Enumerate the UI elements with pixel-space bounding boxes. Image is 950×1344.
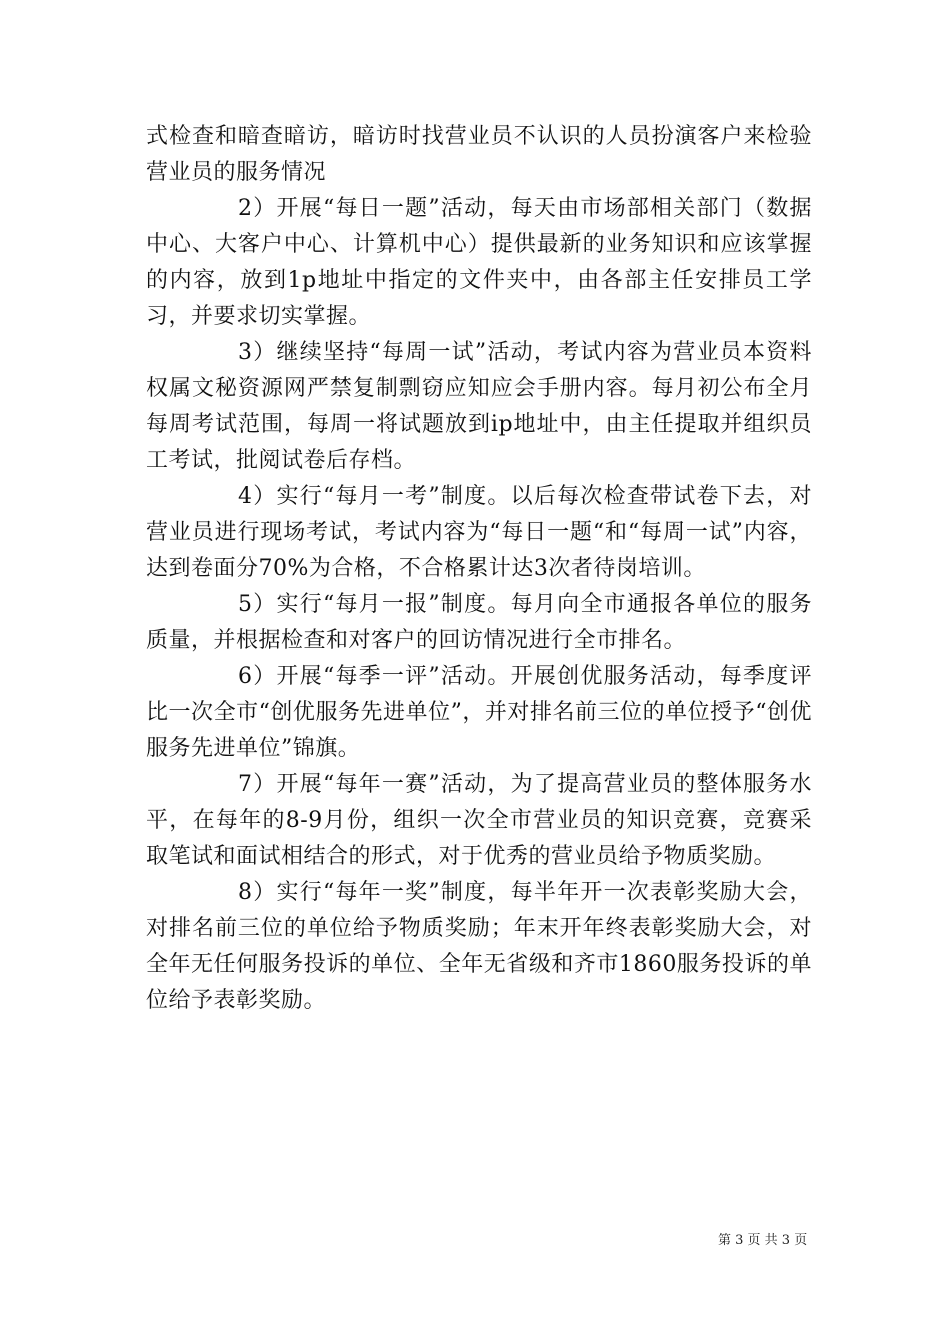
paragraph-item-6: 6）开展“每季一评”活动。开展创优服务活动，每季度评比一次全市“创优服务先进单位”，并对排名前三位的单位授予“创优服务先进单位”锦旗。 <box>146 664 812 761</box>
paragraph-item-3: 3）继续坚持“每周一试”活动，考试内容为营业员本资料权属文秘资源网严禁复制剽窃应知应会手册内容。每月初公布全月每周考试范围，每周一将试题放到ip地址中，由主任提取并组织员工考试，批阅试卷后存档。 <box>146 340 812 473</box>
document-body <box>146 119 812 1019</box>
paragraph-item-5: 5）实行“每月一报”制度。每月向全市通报各单位的服务质量，并根据检查和对客户的回访情况进行全市排名。 <box>146 592 812 653</box>
paragraph-continuation: 式检查和暗查暗访，暗访时找营业员不认识的人员扮演客户来检验营业员的服务情况 <box>146 124 812 185</box>
page-number-footer: 第 3 页 共 3 页 <box>718 1233 808 1248</box>
paragraph-item-2: 2）开展“每日一题”活动，每天由市场部相关部门（数据中心、大客户中心、计算机中心）提供最新的业务知识和应该掌握的内容，放到1p地址中指定的文件夹中，由各部主任安排员工学习，并要求切实掌握。 <box>146 196 812 329</box>
paragraph-item-8: 8）实行“每年一奖”制度，每半年开一次表彰奖励大会，对排名前三位的单位给予物质奖励；年末开年终表彰奖励大会，对全年无任何服务投诉的单位、全年无省级和齐市1860服务投诉的单位给予表彰奖励。 <box>146 880 812 1013</box>
paragraph-item-7: 7）开展“每年一赛”活动，为了提高营业员的整体服务水平，在每年的8-9月份，组织一次全市营业员的知识竞赛，竞赛采取笔试和面试相结合的形式，对于优秀的营业员给予物质奖励。 <box>146 772 812 869</box>
paragraph-item-4: 4）实行“每月一考”制度。以后每次检查带试卷下去，对营业员进行现场考试，考试内容为“每日一题“和“每周一试”内容，达到卷面分70%为合格，不合格累计达3次者待岗培训。 <box>146 484 812 581</box>
